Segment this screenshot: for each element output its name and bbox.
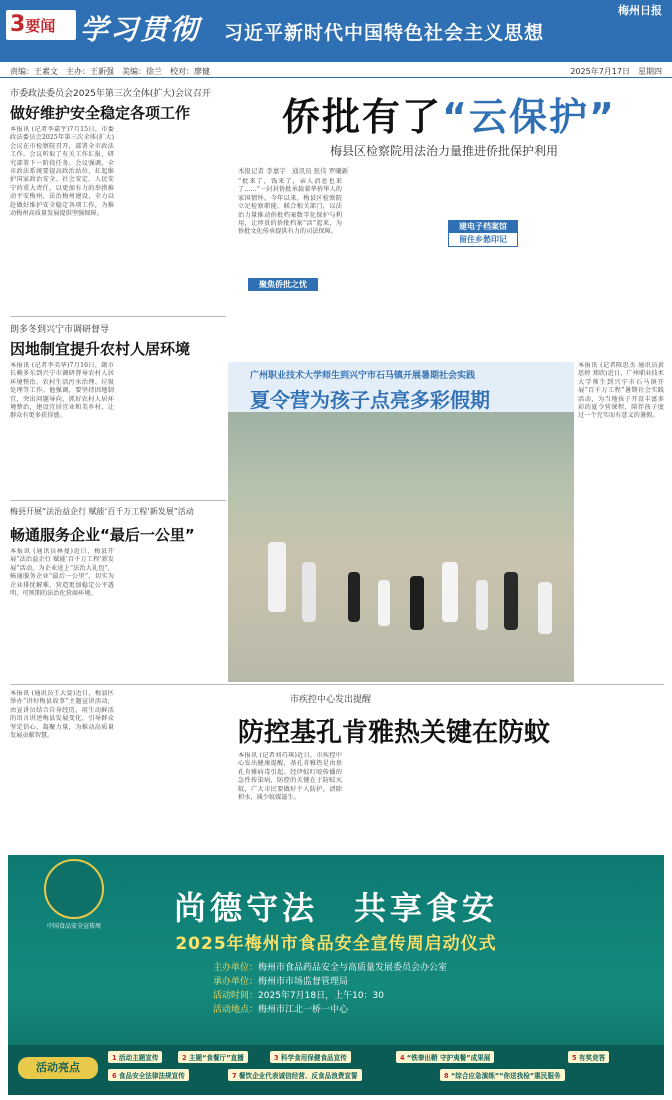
divider	[10, 500, 226, 501]
article6-body-col2	[350, 752, 454, 848]
divider	[10, 684, 664, 685]
article4-subtitle: 梅县区检察院用法治力量推进侨批保护利用	[330, 144, 559, 158]
article4-byline: 本报记者 李嘉宇 通讯员 张伟 罗曦新	[238, 167, 349, 175]
article6-body-col3	[462, 752, 566, 848]
article3-kicker: 梅县开展“法治益企行 赋能‘百千万工程’新发展”活动	[10, 507, 194, 516]
article1-body: 本报讯 (记者李嘉宇)7月15日，市委政法委员会2025年第三次全体(扩大)会议在市检察院召开，部署全市政法工作。会议听取了有关工作汇报，研究部署下一阶段任务。会议强调，全市政法系统要提高政治站位，扛起维护国家政治安全、社会安定、人民安宁的重大责任，以更加有力的举措推动平安梅州、法治梅州建设，全力以赴做好维护安全稳定各项工作，为推动梅州高质量发展提供坚强保障。	[10, 126, 114, 218]
highlight-item: 3 科学食用保健食品宣传	[270, 1051, 351, 1063]
article6-kicker: 市疾控中心发出提醒	[290, 695, 372, 705]
highlights-bar	[8, 1045, 664, 1095]
article4-body-col2	[350, 178, 444, 354]
highlight-item: 1 活动主题宣传	[108, 1051, 162, 1063]
editor-meta: 责编：王素文 主办：王新强 美编：徐兰 校对：廖健 2025年7月17日 星期四	[0, 64, 672, 78]
summer-camp-photo	[228, 412, 574, 682]
article3-title: 畅通服务企业“最后一公里”	[10, 526, 195, 544]
paper-name: 梅州日报	[618, 4, 662, 17]
highlight-item: 6 食品安全法律法规宣传	[108, 1069, 189, 1081]
article6-body-col4	[578, 692, 664, 848]
food-safety-ad	[8, 855, 664, 1095]
article5-title: 夏令营为孩子点亮多彩假期	[250, 388, 490, 412]
article2-title: 因地制宜提升农村人居环境	[10, 340, 191, 358]
article4-title: 侨批有了“云保护”	[282, 95, 616, 139]
column-brand: 学习贯彻	[80, 13, 201, 46]
article6-body: 本报讯 (记者刘巧琪)近日，市疾控中心发出健康提醒，基孔肯雅热是由基孔肯雅病毒引起、经伊蚊叮咬传播的急性传染病，防控的关键在于防蚊灭蚊，广大市民要做好个人防护，清除积水，减少蚊媒滋生。	[238, 752, 342, 802]
article4-body-col3	[450, 250, 544, 354]
article1-kicker: 市委政法委员会2025年第三次全体(扩大)会议召开	[10, 89, 211, 99]
page-number-badge: 3要闻	[6, 10, 76, 40]
article4-section-1: 聚焦侨批之忧	[248, 278, 318, 291]
ad-subtitle: 2025年梅州市食品安全宣传周启动仪式	[175, 934, 497, 954]
highlight-item: 2 主题“食餐厅”直播	[178, 1051, 248, 1063]
ad-info: 主办单位：梅州市食品药品安全与高质量发展委员会办公室 承办单位：梅州市市场监督管理局 活动时间：2025年7月18日，上午10：30 活动地点：梅州市江北一桥一中心	[213, 963, 448, 1015]
article7-body-col2	[120, 690, 230, 848]
article7-body: 本报讯 (通讯员王大姿)近日，梅县区举办“讲好梅县故事”主题宣讲活动，由宣讲员结合自身经历，用生动鲜活的语言讲述梅县发展变化，引导群众坚定信心、凝聚力量，为推动高质量发展贡献智慧。	[10, 690, 114, 740]
article4-body: “批来了，钱来了，亲人消息也来了……”一封封侨批承载着华侨华人的家国情怀。今年以来，梅县区检察院立足检察职能，联合相关部门，以法治力量推动侨批档案数字化保护与利用，让珍贵的侨批档案“活”起来，为侨批文化传承提供有力的司法保障。	[238, 178, 342, 236]
highlight-item: 5 有奖竞答	[568, 1051, 609, 1063]
divider	[10, 316, 226, 317]
column-theme: 习近平新时代中国特色社会主义思想	[224, 22, 545, 44]
article3-body: 本报讯 (通讯员林曼)近日，梅县开展“法治益企行 赋能‘百千万工程’新发展”活动，为企业送上“法治大礼包”，畅通服务企业“最后一公里”，切实为企业排忧解难，营造更加稳定公平透明、可预期的法治化营商环境。	[10, 548, 114, 598]
article4-section-3: 留住乡愁印记	[448, 232, 518, 247]
article2-kicker: 朗多冬到兴宁市调研督导	[10, 325, 110, 335]
article2-body: 本报讯 (记者李美华)7月16日，副市长赖多东到兴宁市调研督导农村人居环境整治、农村生活污水治理、垃圾处理等工作。他强调，要坚持因地制宜，突出问题导向，抓好农村人居环境整治，建设宜居宜业和美乡村，让群众有更多获得感。	[10, 362, 114, 420]
highlight-item: 8 “综合应急演练”“你送我检”惠民服务	[440, 1069, 565, 1081]
highlight-item: 7 餐饮企业代表诚信经营、反食品浪费宣誓	[228, 1069, 362, 1081]
article5-kicker: 广州职业技术大学师生到兴宁市石马镇开展暑期社会实践	[250, 371, 476, 381]
article1-title: 做好维护安全稳定各项工作	[10, 104, 191, 122]
ad-logo-text: 中国食品安全宣传周	[46, 923, 101, 930]
highlights-tag: 活动亮点	[18, 1057, 98, 1079]
ad-title: 尚德守法 共享食安	[173, 889, 499, 927]
article4-section-2: 建电子档案馆	[448, 220, 518, 233]
highlight-item: 4 “铁拳出鞘 守护夷餐”成果展	[396, 1051, 494, 1063]
article5-body: 本报讯 (记者陈思杰 通讯员黄思婷 郑欣)近日，广州职业技术大学师生到兴宁市石马镇开展“百千万工程”暑期社会实践活动，为当地孩子开设丰富多彩的夏令营课程，陪伴孩子度过一个充实而有意义的暑假。	[578, 362, 664, 420]
article6-title: 防控基孔肯雅热关键在防蚊	[238, 718, 551, 748]
article1-body-col2	[120, 126, 224, 312]
